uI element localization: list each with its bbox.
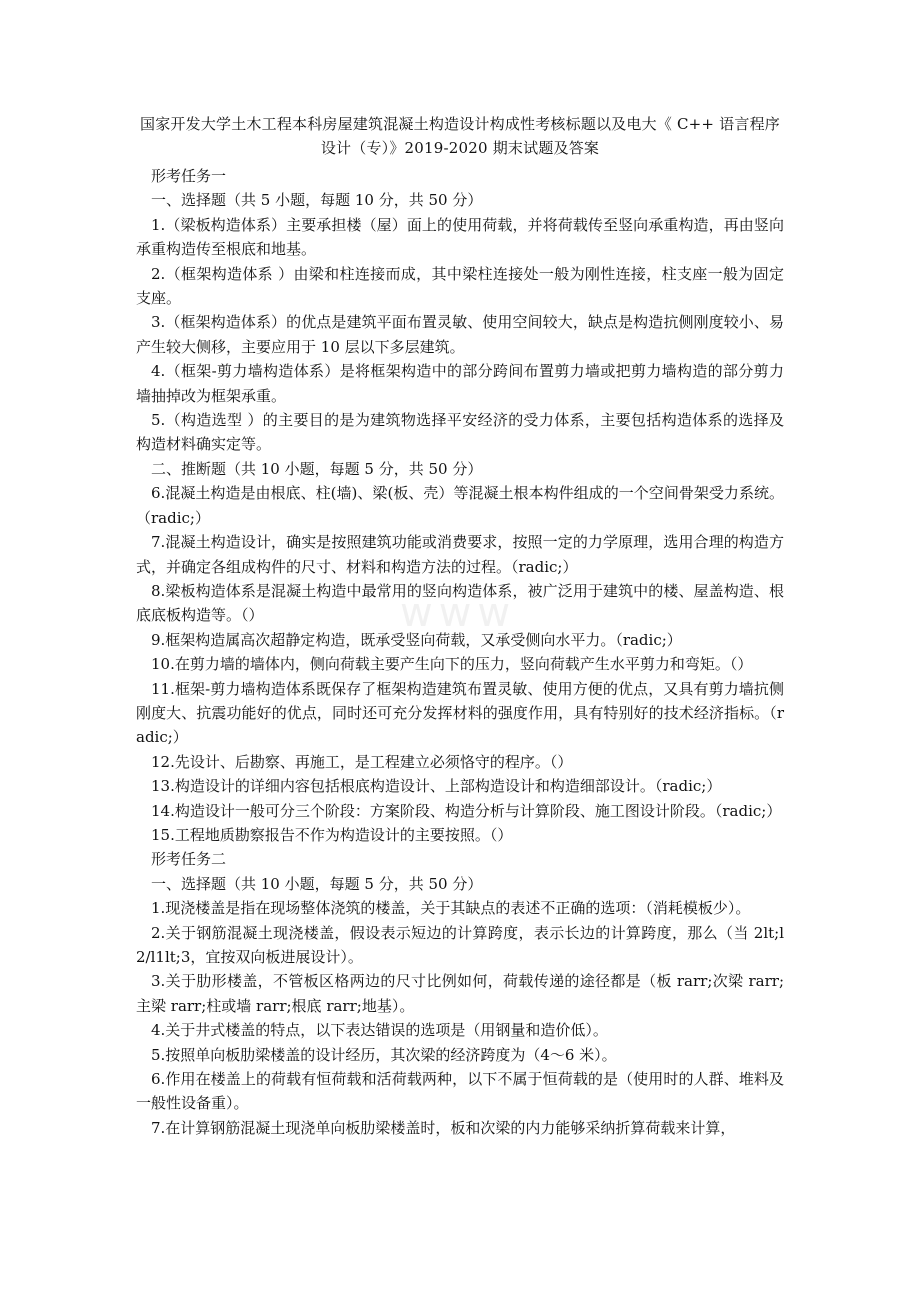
subsection-heading: 二、推断题（共 10 小题，每题 5 分，共 50 分） — [151, 459, 483, 478]
question-item: 9.框架构造属高次超静定构造，既承受竖向荷载，又承受侧向水平力。（radic;） — [151, 630, 682, 649]
question-item: 6.作用在楼盖上的荷载有恒荷载和活荷载两种，以下不属于恒荷载的是（使用时的人群、堆料及一般性设备重）。 — [136, 1070, 784, 1113]
question-item: 10.在剪力墙的墙体内，侧向荷载主要产生向下的压力，竖向荷载产生水平剪力和弯矩。（） — [151, 655, 753, 674]
question-item: 15.工程地质勘察报告不作为构造设计的主要按照。（） — [151, 825, 513, 844]
question-item: 2.关于钢筋混凝土现浇楼盖，假设表示短边的计算跨度，表示长边的计算跨度，那么（当 2lt;l2/l1lt;3，宜按双向板进展设计）。 — [136, 923, 784, 966]
question-item: 7.混凝土构造设计，确实是按照建筑功能或消费要求，按照一定的力学原理，选用合理的构造方式，并确定各组成构件的尺寸、材料和构造方法的过程。（radic;） — [136, 533, 784, 576]
question-item: 5.（构造选型 ）的主要目的是为建筑物选择平安经济的受力体系，主要包括构造体系的选择及构造材料确实定等。 — [136, 411, 784, 454]
subsection-heading: 一、选择题（共 10 小题，每题 5 分，共 50 分） — [151, 874, 483, 893]
question-item: 7.在计算钢筋混凝土现浇单向板肋梁楼盖时，板和次梁的内力能够采纳折算荷载来计算， — [151, 1118, 736, 1137]
question-item: 11.框架-剪力墙构造体系既保存了框架构造建筑布置灵敏、使用方便的优点，又具有剪力墙抗侧刚度大、抗震功能好的优点，同时还可充分发挥材料的强度作用，具有特别好的技术经济指标。（radic;） — [136, 679, 784, 747]
question-item: 3.（框架构造体系）的优点是建筑平面布置灵敏、使用空间较大，缺点是构造抗侧刚度较小、易产生较大侧移，主要应用于 10 层以下多层建筑。 — [136, 313, 784, 356]
question-item: 1.（梁板构造体系）主要承担楼（屋）面上的使用荷载，并将荷载传至竖向承重构造，再由竖向承重构造传至根底和地基。 — [136, 215, 784, 259]
document-page — [136, 112, 784, 1140]
document-title: 国家开发大学土木工程本科房屋建筑混凝土构造设计构成性考核标题以及电大《 C++ 语言程序设计（专）》2019-2020 期末试题及答案 — [140, 115, 780, 157]
question-item: 13.构造设计的详细内容包括根底构造设计、上部构造设计和构造细部设计。（radic;） — [151, 777, 722, 796]
question-item: 12.先设计、后勘察、再施工，是工程建立必须恪守的程序。（） — [151, 752, 573, 771]
question-item: 14.构造设计一般可分三个阶段：方案阶段、构造分析与计算阶段、施工图设计阶段。（radic;） — [151, 801, 782, 820]
question-item: 1.现浇楼盖是指在现场整体浇筑的楼盖，关于其缺点的表述不正确的选项：（消耗模板少）。 — [151, 899, 751, 918]
question-item: 6.混凝土构造是由根底、柱(墙)、梁(板、壳）等混凝土根本构件组成的一个空间骨架受力系统。（radic;） — [136, 484, 784, 527]
watermark: www — [400, 590, 517, 636]
question-item: 2.（框架构造体系 ）由梁和柱连接而成，其中梁柱连接处一般为刚性连接，柱支座一般为固定支座。 — [136, 264, 784, 308]
question-item: 8.梁板构造体系是混凝土构造中最常用的竖向构造体系，被广泛用于建筑中的楼、屋盖构造、根底底板构造等。（） — [136, 581, 784, 625]
question-item: 3.关于肋形楼盖，不管板区格两边的尺寸比例如何，荷载传递的途径都是（板 rarr;次梁 rarr;主梁 rarr;柱或墙 rarr;根底 rarr;地基）。 — [136, 972, 784, 1015]
question-item: 4.（框架-剪力墙构造体系）是将框架构造中的部分跨间布置剪力墙或把剪力墙构造的部分剪力墙抽掉改为框架承重。 — [136, 362, 784, 405]
section-heading: 形考任务二 — [151, 850, 227, 869]
question-item: 5.按照单向板肋梁楼盖的设计经历，其次梁的经济跨度为（4～6 米）。 — [151, 1045, 617, 1064]
document-body — [136, 164, 784, 1140]
subsection-heading: 一、选择题（共 5 小题，每题 10 分，共 50 分） — [151, 191, 483, 210]
section-heading: 形考任务一 — [151, 167, 227, 185]
question-item: 4.关于井式楼盖的特点，以下表达错误的选项是（用钢量和造价低）。 — [151, 1021, 608, 1040]
